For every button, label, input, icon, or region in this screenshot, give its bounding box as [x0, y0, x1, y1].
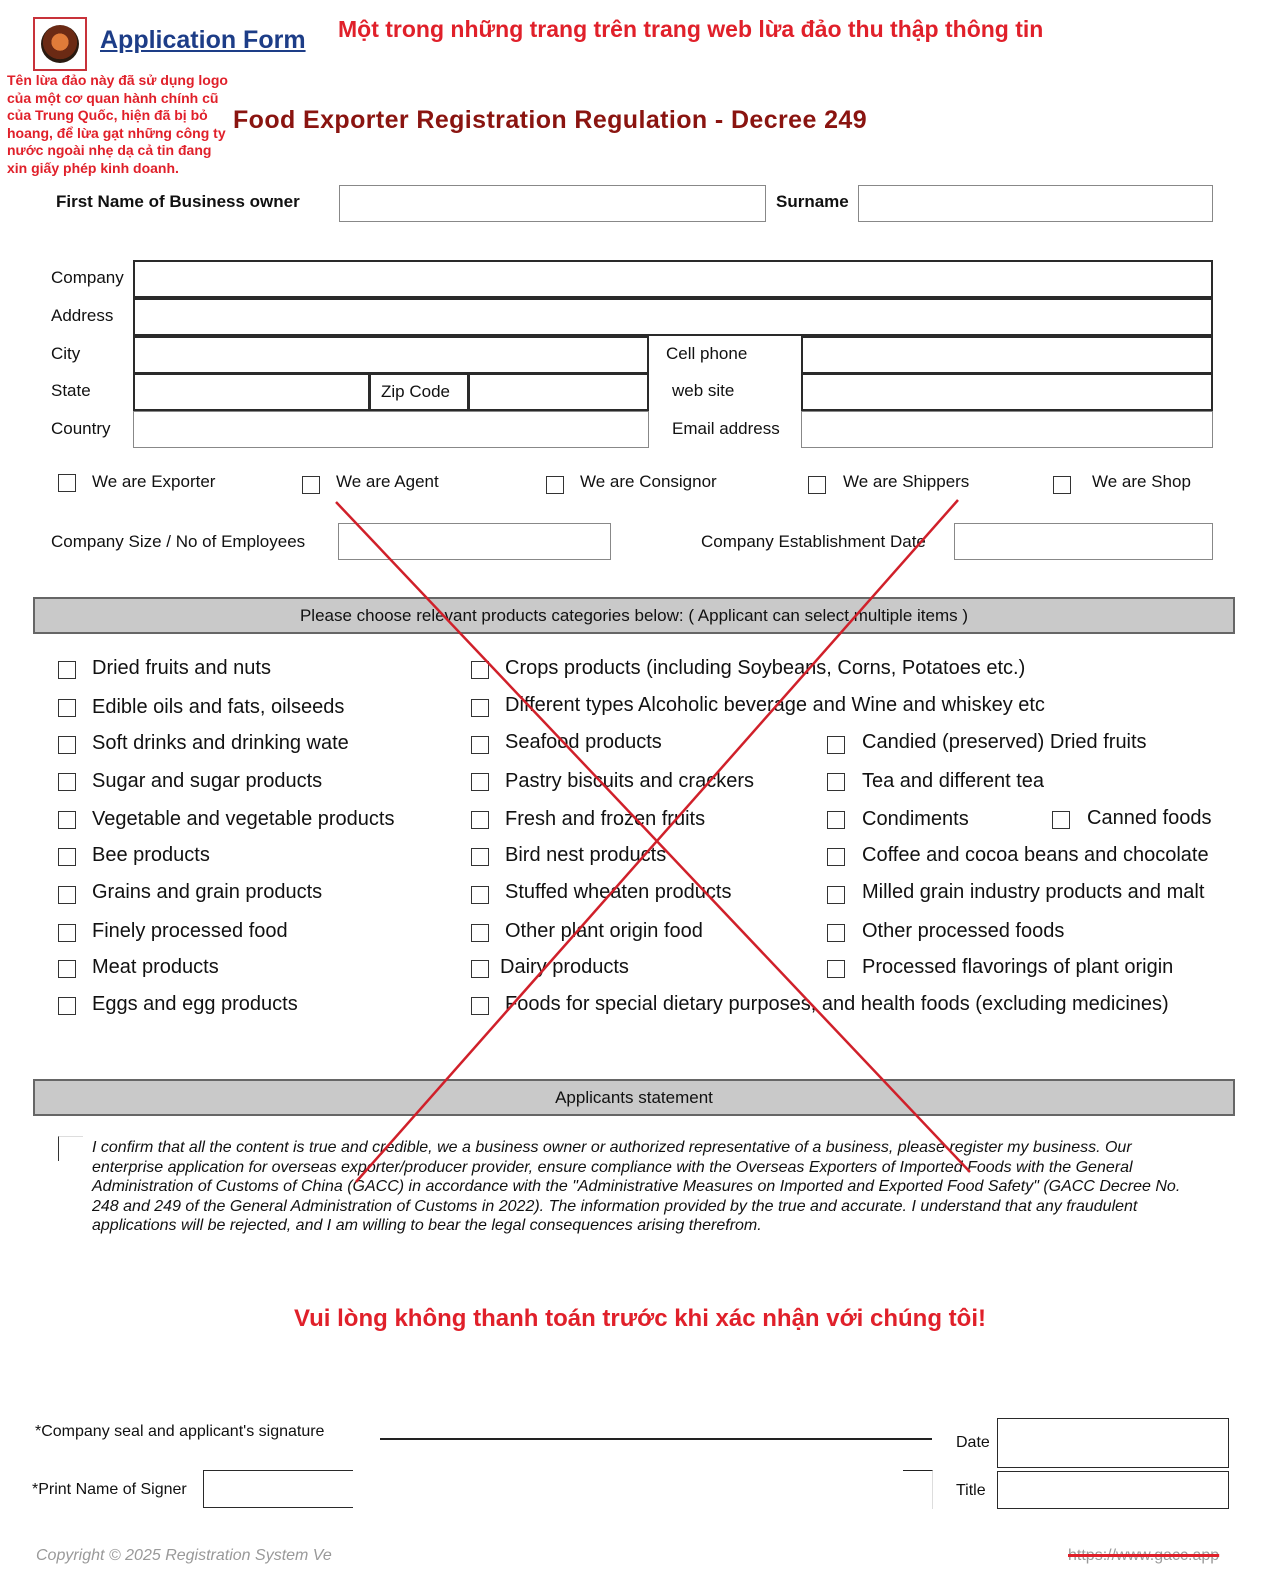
surname-label: Surname: [776, 192, 849, 211]
shop-label: We are Shop: [1092, 472, 1191, 491]
shippers-label: We are Shippers: [843, 472, 970, 491]
category-label: Vegetable and vegetable products: [92, 808, 395, 830]
category-label: Candied (preserved) Dried fruits: [862, 731, 1147, 753]
category-label: Dried fruits and nuts: [92, 657, 271, 679]
site-url[interactable]: https://www.gacc.app: [1068, 1547, 1220, 1564]
category-label: Pastry biscuits and crackers: [505, 770, 754, 792]
category-label: Edible oils and fats, oilseeds: [92, 696, 345, 718]
state-label: State: [51, 381, 91, 400]
form-title: Food Exporter Registration Regulation - Decree 249: [233, 106, 868, 134]
seal-label: *Company seal and applicant's signature: [35, 1423, 325, 1440]
category-label: Seafood products: [505, 731, 662, 753]
scam-banner: Một trong những trang trên trang web lừa đảo thu thập thông tin: [338, 16, 1044, 42]
category-label: Crops products (including Soybeans, Corns, Potatoes etc.): [505, 657, 1026, 679]
cell-phone-label: Cell phone: [666, 344, 748, 363]
category-label: Dairy products: [500, 956, 629, 978]
category-label: Tea and different tea: [862, 770, 1044, 792]
app-title[interactable]: Application Form: [100, 26, 306, 54]
side-note: Tên lừa đảo này đã sử dụng logo của một cơ quan hành chính cũ của Trung Quốc, hiện đã bị bỏ hoang, để lừa gạt những công ty nước ngoài nhẹ dạ cả tin đang xin giấy phép kinh doanh.: [7, 72, 228, 176]
category-label: Other processed foods: [862, 920, 1065, 942]
city-label: City: [51, 344, 81, 363]
category-label: Foods for special dietary purposes, and health foods (excluding medicines): [505, 993, 1169, 1015]
category-label: Meat products: [92, 956, 219, 978]
first-name-label: First Name of Business owner: [56, 192, 300, 211]
web-site-label: web site: [672, 381, 735, 400]
statement-header: Applicants statement: [33, 1079, 1235, 1116]
address-label: Address: [51, 306, 114, 325]
category-label: Coffee and cocoa beans and chocolate: [862, 844, 1209, 866]
category-label: Eggs and egg products: [92, 993, 298, 1015]
x-stroke-up: [356, 500, 958, 1182]
establishment-date-label: Company Establishment Date: [701, 532, 926, 551]
categories-header: Please choose relevant products categories below: ( Applicant can select multiple items ): [33, 597, 1235, 634]
category-label: Sugar and sugar products: [92, 770, 323, 792]
agent-label: We are Agent: [336, 472, 439, 491]
category-label: Bee products: [92, 844, 210, 866]
company-size-label: Company Size / No of Employees: [51, 532, 306, 551]
category-label: Condiments: [862, 808, 969, 830]
consignor-label: We are Consignor: [580, 472, 717, 491]
email-label: Email address: [672, 419, 780, 438]
category-label: Soft drinks and drinking wate: [92, 732, 349, 754]
category-label: Other plant origin food: [505, 920, 703, 942]
category-label: Fresh and frozen fruits: [505, 808, 706, 830]
category-label: Stuffed wheaten products: [505, 881, 732, 903]
payment-warning: Vui lòng không thanh toán trước khi xác nhận với chúng tôi!: [294, 1305, 986, 1332]
category-label: Processed flavorings of plant origin: [862, 956, 1174, 978]
print-name-label: *Print Name of Signer: [32, 1481, 187, 1498]
category-label: Finely processed food: [92, 920, 288, 942]
date-label: Date: [956, 1434, 990, 1451]
copyright: Copyright © 2025 Registration System Ve: [36, 1547, 332, 1564]
country-label: Country: [51, 419, 111, 438]
category-label: Bird nest products: [505, 844, 667, 866]
category-label: Canned foods: [1087, 807, 1212, 829]
category-label: Milled grain industry products and malt: [862, 881, 1205, 903]
x-stroke-down: [336, 502, 970, 1172]
company-label: Company: [51, 268, 124, 287]
statement-text: I confirm that all the content is true and credible, we a business owner or authorized representative of a business, please register my business. Our enterprise application for overseas exporter/producer provider, ensure compliance with the Overseas Exporters of Imported Foods with the General Administration of Customs of China (GACC) in accordance with the "Administrative Measures on Imported and Exported Food Safety" (GACC Decree No. 248 and 249 of the General Administration of Customs in 2022). The information provided by the true and accurate. I understand that any fraudulent applications will be rejected, and I am willing to bear the legal consequences arising therefrom.: [92, 1139, 1181, 1234]
category-label: Grains and grain products: [92, 881, 323, 903]
zip-code-label: Zip Code: [381, 382, 450, 401]
title-label: Title: [956, 1482, 986, 1499]
exporter-label: We are Exporter: [92, 472, 216, 491]
category-label: Different types Alcoholic beverage and Wine and whiskey etc: [505, 694, 1045, 716]
